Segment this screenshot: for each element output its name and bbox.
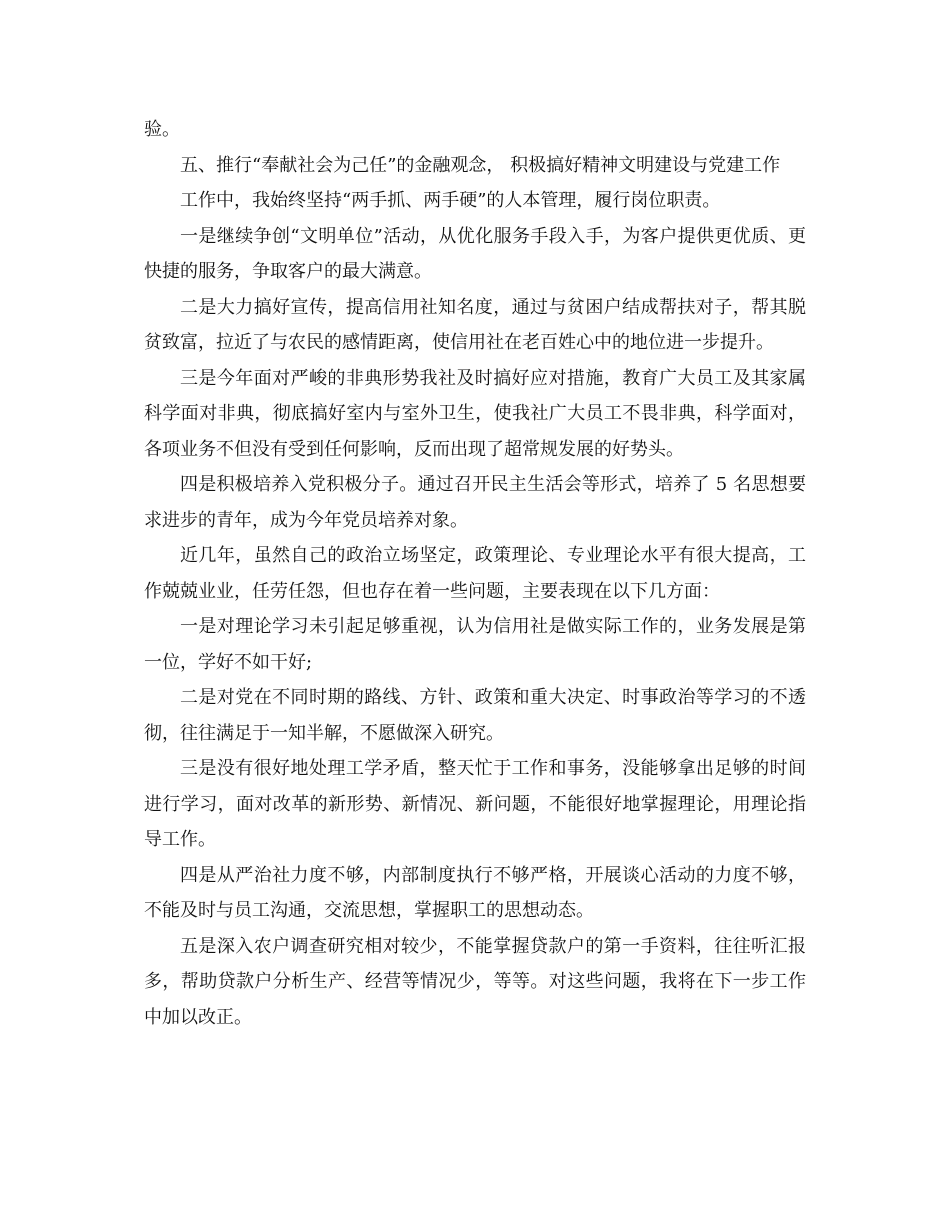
paragraph-work-principle: 工作中，我始终坚持“两手抓、两手硬”的人本管理，履行岗位职责。 <box>180 190 721 211</box>
paragraph-point-four-party-activists: 四是积极培养入党积极分子。通过召开民主生活会等形式，培养了 5 名思想要求进步的青年，成为今年党员培养对象。 <box>144 474 806 531</box>
paragraph-problems-intro: 近几年，虽然自己的政治立场坚定，政策理论、专业理论水平有很大提高，工作兢兢业业，任劳任怨，但也存在着一些问题，主要表现在以下几方面： <box>144 545 806 602</box>
paragraph-continuation: 验。 <box>144 119 180 140</box>
paragraph-problem-three: 三是没有很好地处理工学矛盾，整天忙于工作和事务，没能够拿出足够的时间进行学习，面对改革的新形势、新情况、新问题，不能很好地掌握理论，用理论指导工作。 <box>144 758 806 850</box>
paragraph-problem-five: 五是深入农户调查研究相对较少，不能掌握贷款户的第一手资料，往往听汇报多，帮助贷款户分析生产、经营等情况少，等等。对这些问题，我将在下一步工作中加以改正。 <box>144 935 806 1028</box>
paragraph-point-one-civilized-unit: 一是继续争创“文明单位”活动，从优化服务手段入手，为客户提供更优质、更快捷的服务，争取客户的最大满意。 <box>144 225 806 282</box>
paragraph-point-two-publicity: 二是大力搞好宣传，提高信用社知名度，通过与贫困户结成帮扶对子，帮其脱贫致富，拉近了与农民的感情距离，使信用社在老百姓心中的地位进一步提升。 <box>144 296 806 353</box>
paragraph-point-three-sars: 三是今年面对严峻的非典形势我社及时搞好应对措施，教育广大员工及其家属科学面对非典，彻底搞好室内与室外卫生，使我社广大员工不畏非典，科学面对，各项业务不但没有受到任何影响，反而出现了超常规发展的好势头。 <box>144 367 806 460</box>
paragraph-problem-two: 二是对党在不同时期的路线、方针、政策和重大决定、时事政治等学习的不透彻，往往满足于一知半解，不愿做深入研究。 <box>144 687 806 744</box>
paragraph-problem-four: 四是从严治社力度不够，内部制度执行不够严格，开展谈心活动的力度不够，不能及时与员工沟通，交流思想，掌握职工的思想动态。 <box>144 864 806 921</box>
paragraph-section-five-heading: 五、推行“奉献社会为己任”的金融观念， 积极搞好精神文明建设与党建工作 <box>180 154 781 176</box>
paragraph-problem-one: 一是对理论学习未引起足够重视，认为信用社是做实际工作的，业务发展是第一位，学好不如干好; <box>144 616 806 673</box>
document-body <box>144 112 806 1035</box>
